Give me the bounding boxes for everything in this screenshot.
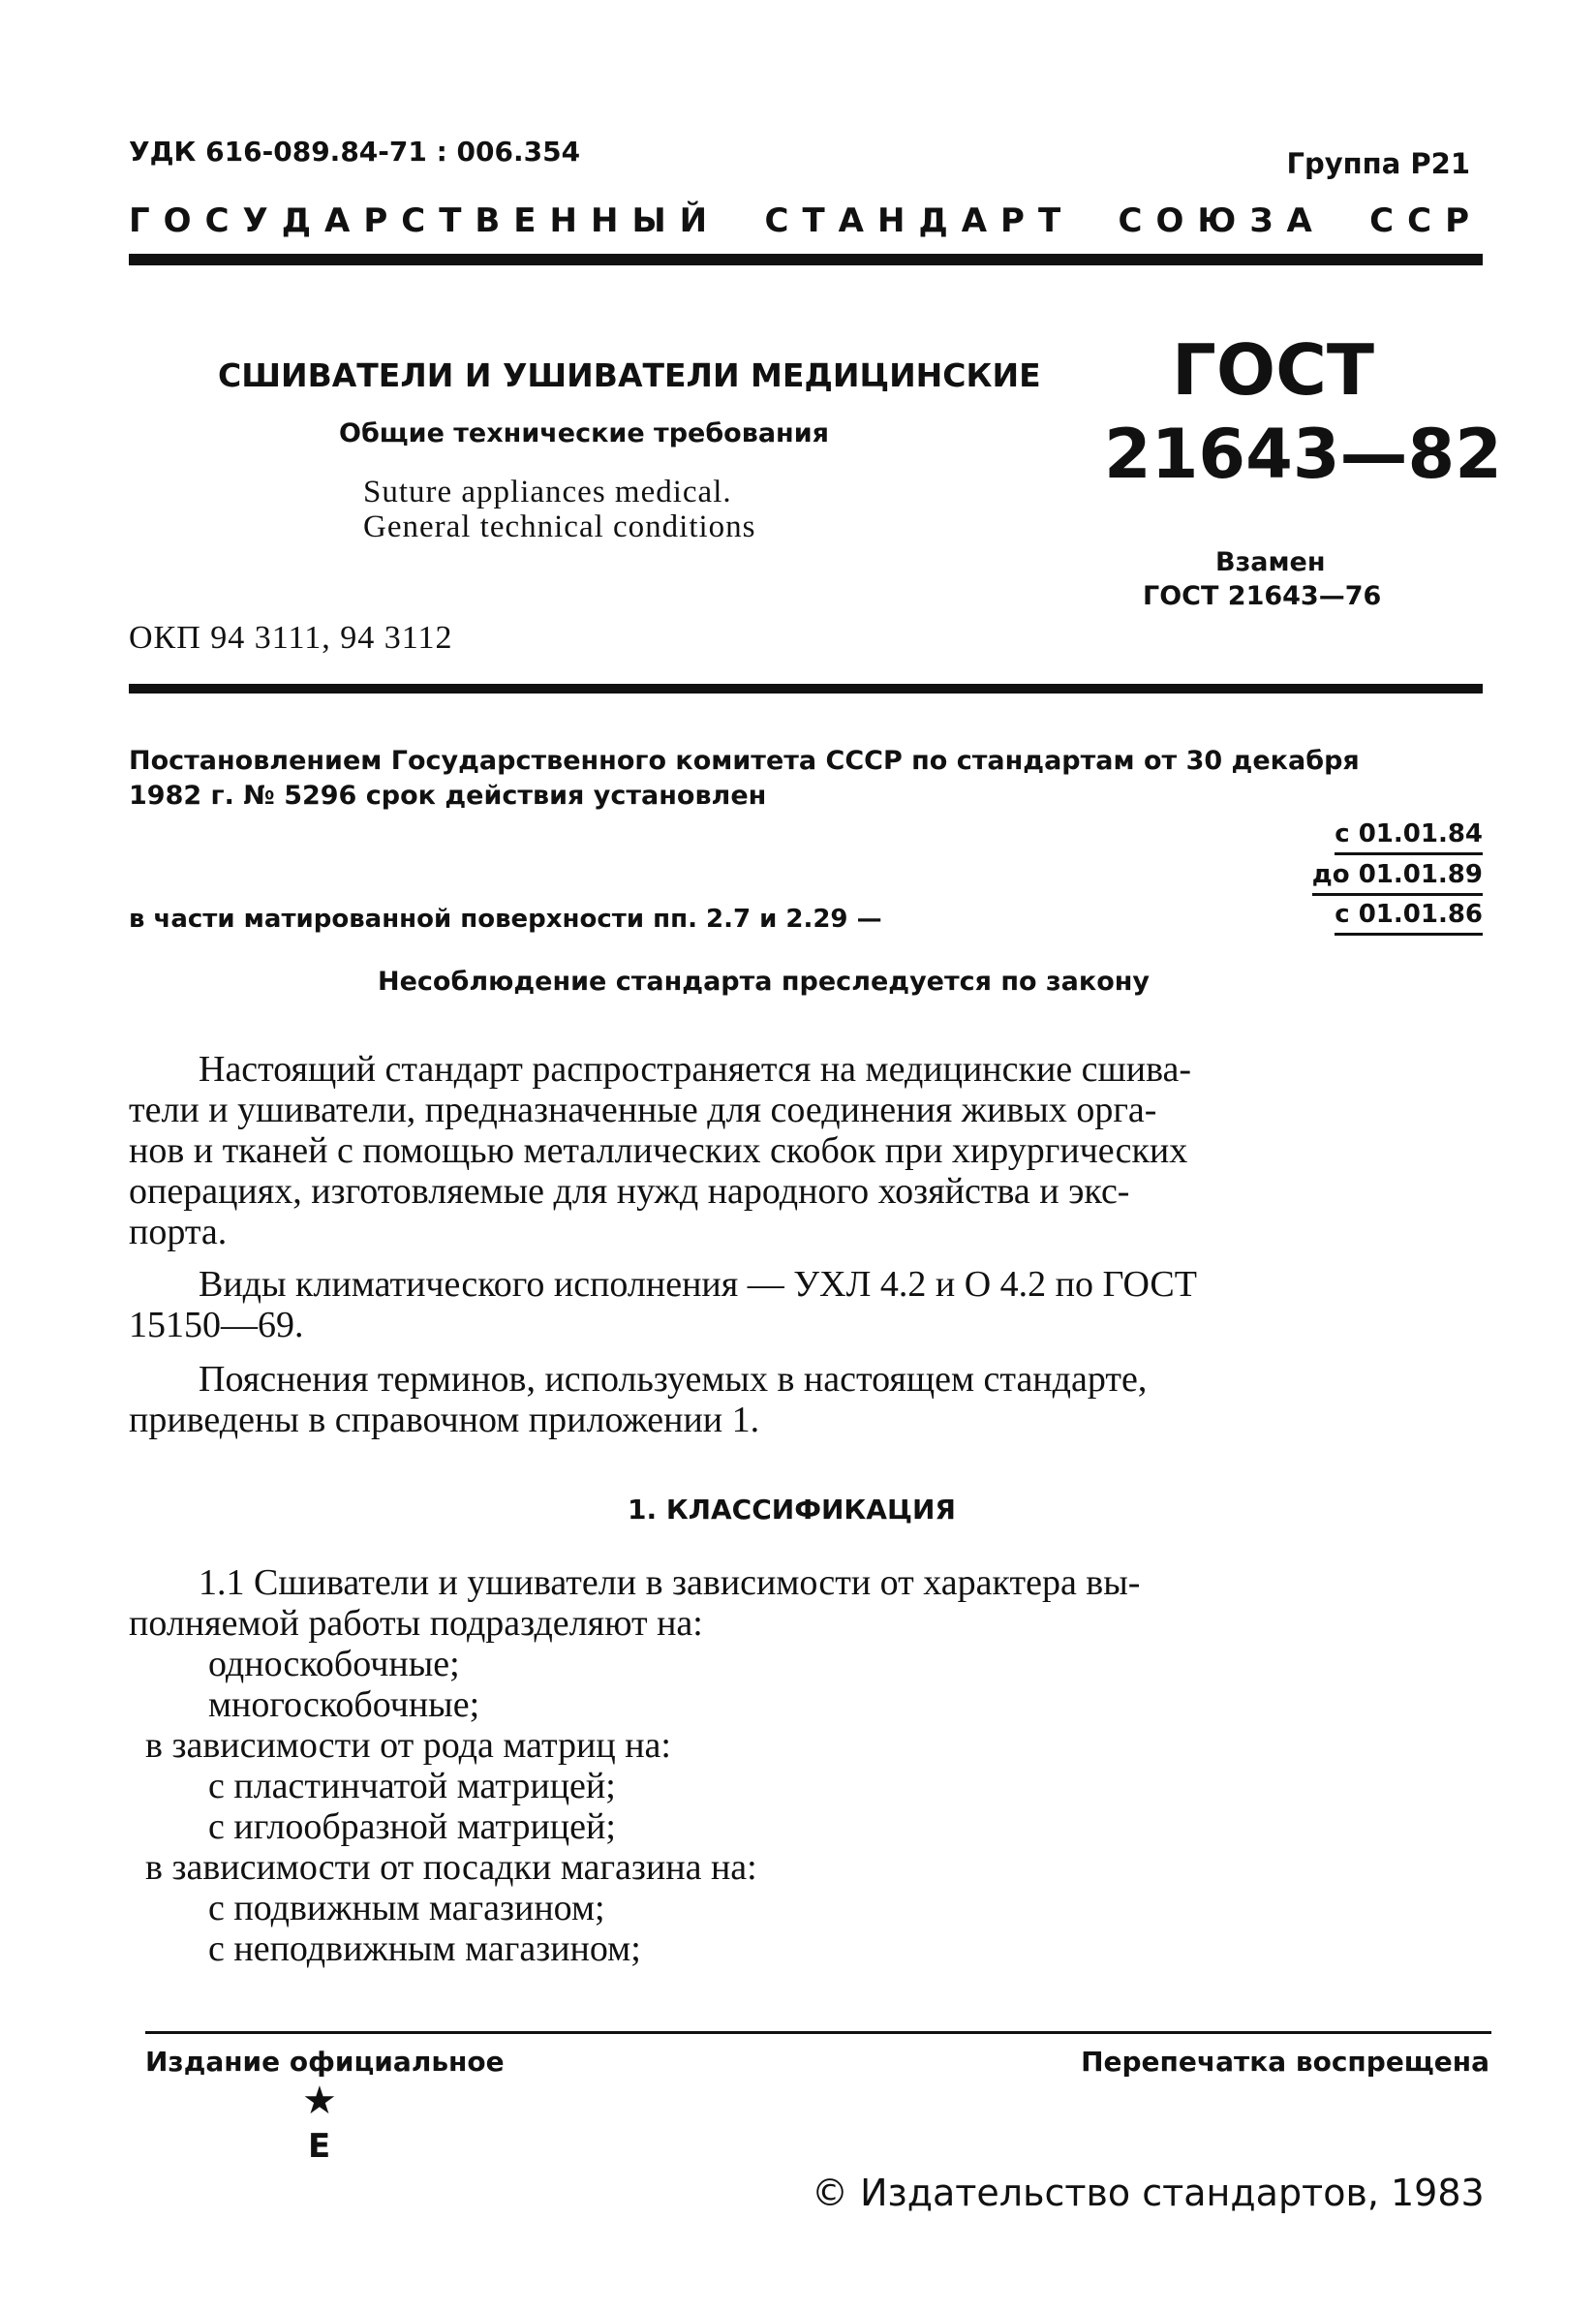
document-title: СШИВАТЕЛИ И УШИВАТЕЛИ МЕДИЦИНСКИЕ (218, 356, 1041, 394)
reprint-prohibited-label: Перепечатка воспрещена (1081, 2046, 1489, 2078)
edition-letter: Е (308, 2127, 331, 2166)
intro-line: 15150—69. (129, 1305, 304, 1345)
publisher-copyright: © Издательство стандартов, 1983 (812, 2172, 1485, 2214)
section-line: с пластинчатой матрицей; (208, 1766, 616, 1806)
section-heading: 1. КЛАССИФИКАЦИЯ (628, 1494, 956, 1526)
banner-word: СТАНДАРТ (764, 201, 1075, 240)
state-standard-banner (129, 201, 1483, 240)
intro-line: Пояснения терминов, используемых в настоящем стандарте, (199, 1359, 1148, 1400)
gost-label: ГОСТ (1172, 329, 1375, 411)
section-line: 1.1 Сшиватели и ушиватели в зависимости от характера вы- (199, 1562, 1141, 1603)
footer-rule (145, 2031, 1491, 2034)
english-title-line2: General technical conditions (363, 509, 756, 544)
intro-line: тели и ушиватели, предназначенные для соединения живых орга- (129, 1090, 1157, 1130)
document-subtitle: Общие технические требования (339, 418, 829, 448)
section-rule (129, 684, 1483, 694)
intro-line: операциях, изготовляемые для нужд народного хозяйства и экс- (129, 1171, 1130, 1212)
decree-line1: Постановлением Государственного комитета СССР по стандартам от 30 декабря (129, 746, 1360, 776)
star-icon: ★ (302, 2079, 337, 2123)
section-line: с иглообразной матрицей; (208, 1806, 616, 1847)
udk-code: УДК 616-089.84-71 : 006.354 (129, 136, 581, 168)
section-line: с подвижным магазином; (208, 1888, 605, 1928)
replaces-label: Взамен (1215, 547, 1326, 577)
section-line: полняемой работы подразделяют на: (129, 1603, 703, 1644)
official-edition-label: Издание официальное (145, 2046, 505, 2078)
banner-word: ССР (1369, 201, 1483, 240)
banner-word: СОЮЗА (1118, 201, 1326, 240)
intro-line: Виды климатического исполнения — УХЛ 4.2 и О 4.2 по ГОСТ (199, 1264, 1197, 1305)
intro-line: порта. (129, 1212, 228, 1252)
header-rule (129, 254, 1483, 265)
english-title-line1: Suture appliances medical. (363, 475, 732, 509)
partial-date: с 01.01.86 (1335, 900, 1483, 936)
group-code: Группа Р21 (1286, 147, 1470, 180)
date-to: до 01.01.89 (1312, 860, 1483, 896)
intro-line: нов и тканей с помощью металлических скобок при хирургических (129, 1130, 1188, 1171)
partial-text: в части матированной поверхности пп. 2.7 и 2.29 — (129, 905, 882, 934)
section-line: односкобочные; (208, 1644, 460, 1684)
intro-line: Настоящий стандарт распространяется на медицинские сшива- (199, 1049, 1192, 1090)
section-line: в зависимости от рода матриц на: (145, 1725, 671, 1766)
decree-line2: 1982 г. № 5296 срок действия установлен (129, 781, 767, 811)
legal-notice: Несоблюдение стандарта преследуется по закону (378, 967, 1151, 997)
section-line: многоскобочные; (208, 1684, 480, 1725)
section-line: с неподвижным магазином; (208, 1928, 641, 1969)
intro-line: приведены в справочном приложении 1. (129, 1400, 760, 1440)
date-from: с 01.01.84 (1335, 819, 1483, 855)
replaces-value: ГОСТ 21643—76 (1143, 581, 1382, 611)
section-line: в зависимости от посадки магазина на: (145, 1847, 757, 1888)
banner-word: ГОСУДАРСТВЕННЫЙ (129, 201, 721, 240)
okp-code: ОКП 94 3111, 94 3112 (129, 620, 453, 656)
gost-number: 21643—82 (1104, 415, 1502, 494)
